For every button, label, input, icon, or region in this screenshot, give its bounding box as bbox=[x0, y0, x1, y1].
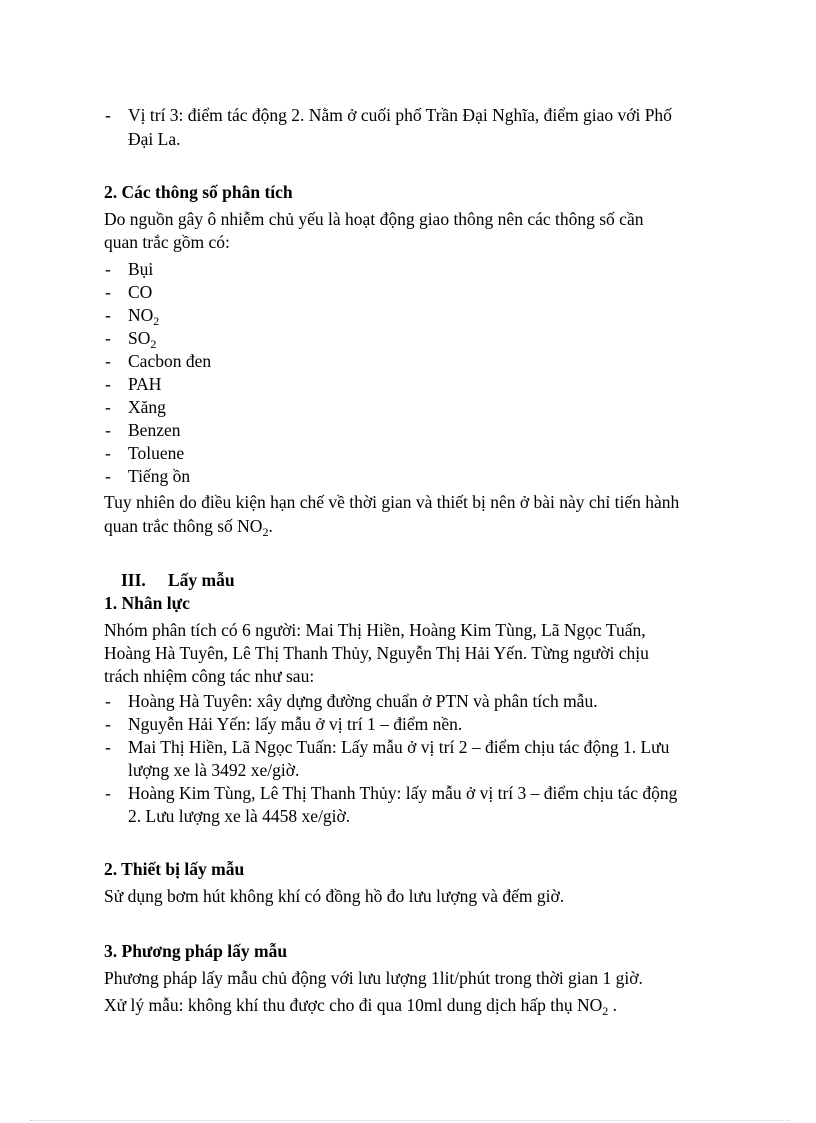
task-item-cont: lượng xe là 3492 xe/giờ. bbox=[128, 760, 300, 780]
param-item: PAH bbox=[128, 374, 162, 394]
method-line2: Xử lý mẫu: không khí thu được cho đi qua 10ml dung dịch hấp thụ $NO_2$ . bbox=[104, 995, 617, 1018]
personnel-para-line2: Hoàng Hà Tuyên, Lê Thị Thanh Thủy, Nguyễn Thị Hải Yến. Từng người chịu bbox=[104, 643, 649, 663]
bullet-dash: - bbox=[105, 443, 111, 463]
params-closing-line2: quan trắc thông số $NO_2$. bbox=[104, 516, 273, 539]
bullet-dash: - bbox=[105, 783, 111, 803]
bullet-dash: - bbox=[105, 466, 111, 486]
param-item: $SO_2$ bbox=[128, 328, 157, 351]
params-closing-line1: Tuy nhiên do điều kiện hạn chế về thời gian và thiết bị nên ở bài này chỉ tiến hành bbox=[104, 492, 680, 512]
equipment-text: Sử dụng bơm hút không khí có đồng hồ đo lưu lượng và đếm giờ. bbox=[104, 886, 565, 906]
personnel-para-line1: Nhóm phân tích có 6 người: Mai Thị Hiền, Hoàng Kim Tùng, Lã Ngọc Tuấn, bbox=[104, 620, 646, 640]
param-item: Tiếng ồn bbox=[128, 466, 191, 486]
task-item-cont: 2. Lưu lượng xe là 4458 xe/giờ. bbox=[128, 806, 351, 826]
param-item: Cacbon đen bbox=[128, 351, 212, 371]
page-bottom-divider bbox=[30, 1120, 790, 1121]
params-intro-line2: quan trắc gồm có: bbox=[104, 232, 230, 252]
bullet-dash: - bbox=[105, 305, 111, 325]
equipment-heading: 2. Thiết bị lấy mẫu bbox=[104, 859, 245, 879]
bullet-dash: - bbox=[105, 397, 111, 417]
param-item: Toluene bbox=[128, 443, 185, 463]
part-three-title: Lấy mẫu bbox=[168, 570, 235, 590]
param-item: Bụi bbox=[128, 259, 154, 279]
bullet-dash: - bbox=[105, 351, 111, 371]
task-item: Nguyễn Hải Yến: lấy mẫu ở vị trí 1 – điểm nền. bbox=[128, 714, 463, 734]
bullet-dash: - bbox=[105, 737, 111, 757]
params-heading: 2. Các thông số phân tích bbox=[104, 182, 293, 202]
location-3-line2: Đại La. bbox=[128, 129, 181, 149]
bullet-dash: - bbox=[105, 714, 111, 734]
method-heading: 3. Phương pháp lấy mẫu bbox=[104, 941, 288, 961]
param-item: Benzen bbox=[128, 420, 181, 440]
task-item: Hoàng Kim Tùng, Lê Thị Thanh Thủy: lấy mẫu ở vị trí 3 – điểm chịu tác động bbox=[128, 783, 678, 803]
bullet-dash: - bbox=[105, 420, 111, 440]
method-line1: Phương pháp lấy mẫu chủ động với lưu lượng 1lit/phút trong thời gian 1 giờ. bbox=[104, 968, 643, 988]
param-item: $NO_2$ bbox=[128, 305, 160, 328]
param-item: Xăng bbox=[128, 397, 166, 417]
bullet-dash: - bbox=[105, 259, 111, 279]
bullet-dash: - bbox=[105, 282, 111, 302]
params-intro-line1: Do nguồn gây ô nhiễm chủ yếu là hoạt động giao thông nên các thông số cần bbox=[104, 209, 644, 229]
personnel-para-line3: trách nhiệm công tác như sau: bbox=[104, 666, 315, 686]
task-item: Hoàng Hà Tuyên: xây dựng đường chuẩn ở PTN và phân tích mẫu. bbox=[128, 691, 598, 711]
part-three-numeral: III. bbox=[121, 570, 146, 590]
bullet-dash: - bbox=[105, 374, 111, 394]
location-3-line1: Vị trí 3: điểm tác động 2. Nằm ở cuối phố Trần Đại Nghĩa, điểm giao với Phố bbox=[128, 105, 672, 125]
personnel-heading: 1. Nhân lực bbox=[104, 593, 190, 613]
bullet-dash: - bbox=[105, 105, 111, 125]
task-item: Mai Thị Hiền, Lã Ngọc Tuấn: Lấy mẫu ở vị trí 2 – điểm chịu tác động 1. Lưu bbox=[128, 737, 670, 757]
param-item: CO bbox=[128, 282, 153, 302]
bullet-dash: - bbox=[105, 691, 111, 711]
bullet-dash: - bbox=[105, 328, 111, 348]
